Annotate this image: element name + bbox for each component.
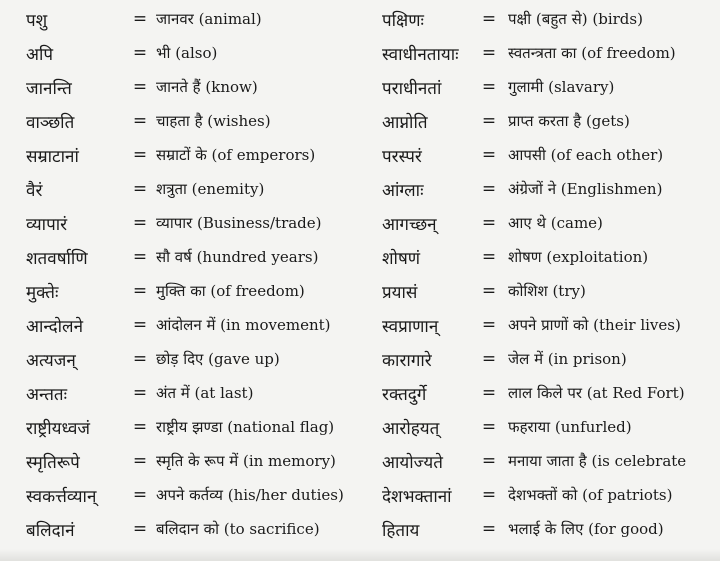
vocab-row <box>26 342 366 376</box>
vocab-row <box>26 376 366 410</box>
vocab-row <box>382 172 718 206</box>
word-meaning: बलिदान को (to sacrifice) <box>156 520 320 538</box>
sanskrit-word: सम्राटानां <box>26 146 79 167</box>
equals-sign: = <box>481 315 497 335</box>
equals-sign: = <box>481 383 497 403</box>
left-vocab-column <box>26 2 366 546</box>
equals-sign: = <box>132 43 148 63</box>
vocab-row <box>382 2 718 36</box>
equals-sign: = <box>132 111 148 131</box>
vocab-row <box>26 274 366 308</box>
sanskrit-word: वैरं <box>26 180 43 201</box>
word-meaning: सौ वर्ष (hundred years) <box>156 248 319 266</box>
equals-sign: = <box>481 451 497 471</box>
vocab-row <box>382 444 718 478</box>
vocab-row <box>26 104 366 138</box>
vocab-row <box>382 70 718 104</box>
sanskrit-word: जानन्ति <box>26 78 72 99</box>
equals-sign: = <box>132 9 148 29</box>
word-meaning: अपने कर्तव्य (his/her duties) <box>156 486 344 504</box>
sanskrit-word: पशु <box>26 10 48 31</box>
vocab-row <box>382 308 718 342</box>
equals-sign: = <box>132 213 148 233</box>
equals-sign: = <box>481 519 497 539</box>
word-meaning: जानवर (animal) <box>156 10 262 28</box>
word-meaning: देशभक्तों को (of patriots) <box>508 486 673 504</box>
word-meaning: शोषण (exploitation) <box>508 248 649 266</box>
sanskrit-word: आरोहयत् <box>382 418 440 439</box>
sanskrit-word: अपि <box>26 44 54 65</box>
vocab-row <box>26 240 366 274</box>
vocab-row <box>26 512 366 546</box>
equals-sign: = <box>132 145 148 165</box>
equals-sign: = <box>132 417 148 437</box>
word-meaning: आपसी (of each other) <box>508 146 664 164</box>
sanskrit-word: रक्तदुर्गे <box>382 384 427 405</box>
word-meaning: व्यापार (Business/trade) <box>156 214 322 232</box>
vocab-row <box>382 410 718 444</box>
sanskrit-word: व्यापारं <box>26 214 68 235</box>
word-meaning: आए थे (came) <box>508 214 603 232</box>
equals-sign: = <box>132 179 148 199</box>
right-vocab-column <box>382 2 718 546</box>
vocab-row <box>26 138 366 172</box>
sanskrit-word: मुक्तेः <box>26 282 59 303</box>
sanskrit-word: राष्ट्रीयध्वजं <box>26 418 91 439</box>
equals-sign: = <box>132 451 148 471</box>
equals-sign: = <box>132 383 148 403</box>
equals-sign: = <box>481 281 497 301</box>
vocab-row <box>382 512 718 546</box>
sanskrit-word: पक्षिणः <box>382 10 424 31</box>
vocab-row <box>26 444 366 478</box>
word-meaning: चाहता है (wishes) <box>156 112 271 130</box>
word-meaning: स्मृति के रूप में (in memory) <box>156 452 336 470</box>
sanskrit-word: अन्ततः <box>26 384 68 405</box>
equals-sign: = <box>481 213 497 233</box>
sanskrit-word: शतवर्षाणि <box>26 248 88 269</box>
equals-sign: = <box>132 349 148 369</box>
word-meaning: सम्राटों के (of emperors) <box>156 146 316 164</box>
word-meaning: राष्ट्रीय झण्डा (national flag) <box>156 418 335 436</box>
equals-sign: = <box>132 281 148 301</box>
sanskrit-word: देशभक्तानां <box>382 486 452 507</box>
vocab-row <box>382 478 718 512</box>
word-meaning: गुलामी (slavary) <box>508 78 615 96</box>
equals-sign: = <box>132 485 148 505</box>
vocab-row <box>382 342 718 376</box>
equals-sign: = <box>132 77 148 97</box>
word-meaning: स्वतन्त्रता का (of freedom) <box>508 44 676 62</box>
vocab-row <box>382 240 718 274</box>
vocab-row <box>26 172 366 206</box>
equals-sign: = <box>481 417 497 437</box>
word-meaning: प्राप्त करता है (gets) <box>508 112 630 130</box>
vocab-row <box>26 70 366 104</box>
sanskrit-word: आंग्लाः <box>382 180 424 201</box>
sanskrit-word: शोषणं <box>382 248 421 269</box>
sanskrit-word: स्वाधीनतायाः <box>382 44 459 65</box>
vocab-row <box>26 206 366 240</box>
word-meaning: अंत में (at last) <box>156 384 254 402</box>
sanskrit-word: हिताय <box>382 520 420 541</box>
word-meaning: शत्रुता (enemity) <box>156 180 265 198</box>
vocab-row <box>382 274 718 308</box>
equals-sign: = <box>481 9 497 29</box>
sanskrit-word: अत्यजन् <box>26 350 76 371</box>
equals-sign: = <box>481 179 497 199</box>
word-meaning: पक्षी (बहुत से) (birds) <box>508 10 643 28</box>
sanskrit-word: आन्दोलने <box>26 316 84 337</box>
equals-sign: = <box>481 349 497 369</box>
word-meaning: आंदोलन में (in movement) <box>156 316 331 334</box>
equals-sign: = <box>481 247 497 267</box>
word-meaning: मुक्ति का (of freedom) <box>156 282 305 300</box>
equals-sign: = <box>132 247 148 267</box>
sanskrit-word: बलिदानं <box>26 520 75 541</box>
sanskrit-word: स्वप्राणान् <box>382 316 439 337</box>
vocab-row <box>382 376 718 410</box>
sanskrit-word: स्मृतिरूपे <box>26 452 80 473</box>
word-meaning: अंग्रेजों ने (Englishmen) <box>508 180 663 198</box>
word-meaning: भी (also) <box>156 44 218 62</box>
sanskrit-word: आगच्छन् <box>382 214 437 235</box>
word-meaning: कोशिश (try) <box>508 282 586 300</box>
vocab-row <box>382 206 718 240</box>
vocab-row <box>382 36 718 70</box>
word-meaning: लाल किले पर (at Red Fort) <box>508 384 685 402</box>
word-meaning: छोड़ दिए (gave up) <box>156 350 280 368</box>
equals-sign: = <box>481 111 497 131</box>
sanskrit-word: कारागारे <box>382 350 432 371</box>
vocab-row <box>26 478 366 512</box>
equals-sign: = <box>132 519 148 539</box>
vocab-row <box>382 138 718 172</box>
word-meaning: मनाया जाता है (is celebrate <box>508 452 687 470</box>
sanskrit-word: आयोज्यते <box>382 452 443 473</box>
sanskrit-word: स्वकर्त्तव्यान् <box>26 486 97 507</box>
word-meaning: जेल में (in prison) <box>508 350 627 368</box>
word-meaning: अपने प्राणों को (their lives) <box>508 316 681 334</box>
sanskrit-word: पराधीनतां <box>382 78 442 99</box>
vocab-row <box>26 410 366 444</box>
vocab-row <box>26 2 366 36</box>
word-meaning: भलाई के लिए (for good) <box>508 520 664 538</box>
word-meaning: जानते हैं (know) <box>156 78 258 96</box>
sanskrit-word: आप्नोति <box>382 112 428 133</box>
vocab-row <box>26 308 366 342</box>
vocab-row <box>26 36 366 70</box>
vocab-row <box>382 104 718 138</box>
sanskrit-word: वाञ्छति <box>26 112 75 133</box>
scan-bottom-shadow <box>0 549 720 561</box>
sanskrit-word: परस्परं <box>382 146 422 167</box>
equals-sign: = <box>481 485 497 505</box>
equals-sign: = <box>481 77 497 97</box>
sanskrit-word: प्रयासं <box>382 282 418 303</box>
equals-sign: = <box>481 43 497 63</box>
equals-sign: = <box>481 145 497 165</box>
word-meaning: फहराया (unfurled) <box>508 418 632 436</box>
equals-sign: = <box>132 315 148 335</box>
